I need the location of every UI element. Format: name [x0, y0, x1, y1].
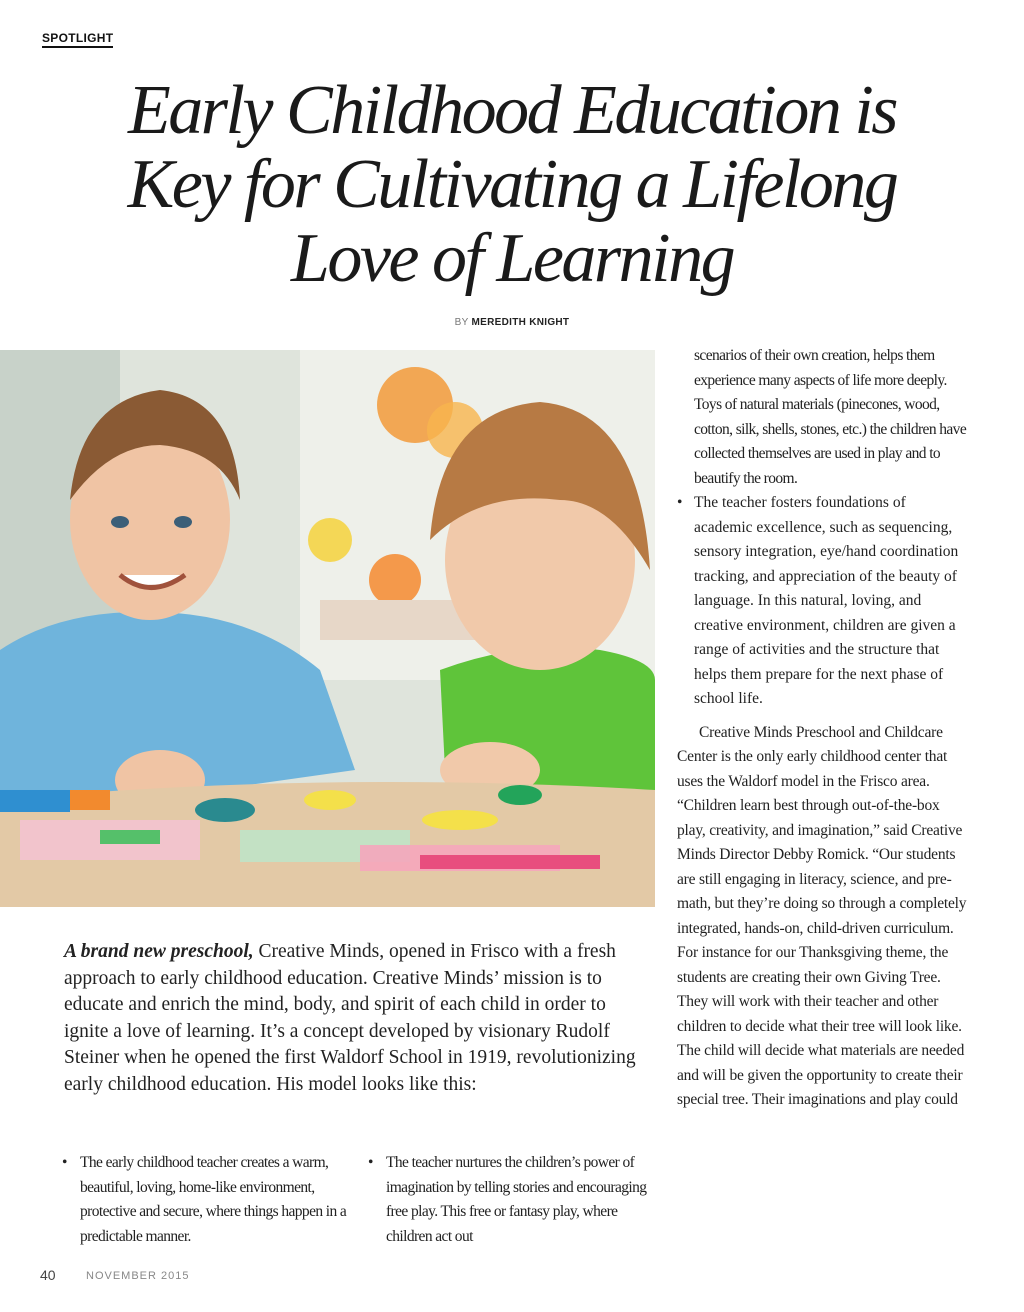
list-item	[62, 1151, 352, 1249]
title-line: Love of Learning	[290, 220, 734, 297]
bullet-text: The teacher fosters foundations of academic excellence, such as sequencing, sensory integration, eye/hand coordination tracking, and appreciation of the beauty of language. In this natural, loving, and creative environment, children are given a range of activities and the structure that helps them prepare for the next phase of school life.	[694, 494, 959, 707]
list-item	[368, 1151, 658, 1249]
bullet-column-left	[62, 1151, 352, 1249]
article-title	[60, 74, 964, 296]
intro-lead: A brand new preschool,	[64, 941, 254, 962]
bullet-text: The teacher nurtures the children’s power of imagination by telling stories and encouraging free play. This free or fantasy play, where children act out	[386, 1154, 647, 1245]
children-playing-illustration	[0, 350, 655, 907]
intro-text: Creative Minds, opened in Frisco with a fresh approach to early childhood education. Creative Minds’ mission is to educate and enrich the mind, body, and spirit of each child in order to ignite a love of learning. It’s a concept developed by visionary Rudolf Steiner when he opened the first Waldorf School in 1919, revolutionizing early childhood education. His model looks like this:	[64, 941, 636, 1095]
byline	[0, 317, 1024, 328]
bullet-column-middle	[368, 1151, 658, 1249]
article-photo	[0, 350, 655, 907]
title-line: Early Childhood Education is	[127, 72, 897, 149]
byline-prefix: BY	[454, 317, 469, 328]
page-number: 40	[40, 1267, 56, 1283]
bullet-glyph: •	[368, 1154, 373, 1171]
intro-paragraph	[64, 939, 644, 1098]
author-name: MEREDITH KNIGHT	[471, 317, 570, 328]
section-label: SPOTLIGHT	[42, 31, 113, 48]
title-line: Key for Cultivating a Lifelong	[127, 146, 897, 223]
right-column	[677, 344, 967, 1113]
continued-bullet-text: scenarios of their own creation, helps them experience many aspects of life more deeply. Toys of natural materials (pinecones, wood, cotton, silk, shells, stones, etc.) the children have collected themselves are used in play and to beautify the room.	[694, 347, 967, 487]
list-item	[677, 491, 967, 712]
issue-date: NOVEMBER 2015	[86, 1270, 190, 1282]
bullet-glyph: •	[677, 494, 683, 511]
body-paragraph: Creative Minds Preschool and Childcare Center is the only early childhood center that uses the Waldorf model in the Frisco area. “Children learn best through out-of-the-box play, creativity, and imagination,” said Creative Minds Director Debby Romick. “Our students are still engaging in literacy, science, and pre-math, but they’re doing so through a completely integrated, hands-on, child-driven curriculum. For instance for our Thanksgiving theme, the students are creating their own Giving Tree. They will work with their teacher and other children to decide what their tree will look like. The child will decide what materials are needed and will be given the opportunity to create their special tree. Their imaginations and play could	[677, 723, 967, 1108]
bullet-glyph: •	[62, 1154, 67, 1171]
bullet-text: The early childhood teacher creates a warm, beautiful, loving, home-like environment, protective and secure, where things happen in a predictable manner.	[80, 1154, 347, 1245]
